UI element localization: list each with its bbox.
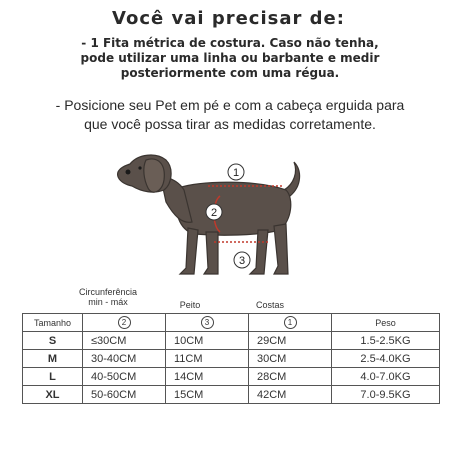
intro-line: posteriormente com uma régua.	[120, 66, 340, 80]
peito-header: Peito	[179, 300, 201, 310]
costas-cell: 29CM	[249, 332, 332, 350]
marker-3	[234, 252, 250, 268]
peito-cell: 11CM	[166, 350, 249, 368]
size-cell: XL	[23, 386, 83, 404]
size-cell: L	[23, 368, 83, 386]
dog-eye	[138, 166, 141, 169]
marker-1	[228, 164, 244, 180]
dog-back-leg	[274, 224, 288, 274]
circ-marker-cell	[83, 314, 166, 332]
dog-back-leg	[250, 230, 268, 274]
size-cell: S	[23, 332, 83, 350]
tamanho-header: Tamanho	[23, 314, 83, 332]
marker-2	[206, 204, 222, 220]
marker-1-icon: 1	[284, 316, 297, 329]
peso-cell: 2.5-4.0KG	[332, 350, 440, 368]
size-cell: M	[23, 350, 83, 368]
table-row	[23, 368, 440, 386]
peito-cell: 15CM	[166, 386, 249, 404]
table-row	[23, 386, 440, 404]
instruction-text	[40, 96, 420, 134]
dog-nose	[126, 170, 131, 175]
intro-text	[40, 36, 420, 81]
table-row	[23, 332, 440, 350]
dog-front-leg	[180, 228, 198, 274]
circumference-header-line: min - máx	[88, 297, 128, 307]
intro-line: - 1 Fita métrica de costura. Caso não tenha,	[81, 36, 379, 50]
intro-line: pode utilizar uma linha ou barbante e medir	[80, 51, 380, 65]
peso-header: Peso	[332, 314, 440, 332]
peito-cell: 10CM	[166, 332, 249, 350]
instruction-line: - Posicione seu Pet em pé e com a cabeça erguida para	[55, 97, 405, 113]
page-title: Você vai precisar de:	[112, 8, 345, 29]
marker-3-icon: 3	[201, 316, 214, 329]
table-row	[23, 350, 440, 368]
costas-header: Costas	[255, 300, 284, 310]
circ-cell: 50-60CM	[83, 386, 166, 404]
circ-cell: 30-40CM	[83, 350, 166, 368]
peito-cell: 14CM	[166, 368, 249, 386]
costas-marker-cell	[249, 314, 332, 332]
costas-cell: 28CM	[249, 368, 332, 386]
marker-2-icon: 2	[118, 316, 131, 329]
peso-cell: 1.5-2.5KG	[332, 332, 440, 350]
size-table	[22, 313, 440, 404]
circ-cell: 40-50CM	[83, 368, 166, 386]
circumference-header	[58, 287, 158, 307]
table-header-row	[23, 314, 440, 332]
marker-3-label: 3	[238, 255, 246, 267]
costas-cell: 42CM	[249, 386, 332, 404]
circ-cell: ≤30CM	[83, 332, 166, 350]
instruction-line: que você possa tirar as medidas corretamente.	[84, 116, 376, 132]
dog-front-leg	[204, 232, 218, 274]
peito-marker-cell	[166, 314, 249, 332]
dog-measurement-diagram	[108, 150, 318, 285]
marker-1-label: 1	[232, 167, 240, 179]
marker-2-label: 2	[210, 207, 218, 219]
circumference-header-line: Circunferência	[78, 287, 138, 297]
costas-cell: 30CM	[249, 350, 332, 368]
peso-cell: 7.0-9.5KG	[332, 386, 440, 404]
peso-cell: 4.0-7.0KG	[332, 368, 440, 386]
